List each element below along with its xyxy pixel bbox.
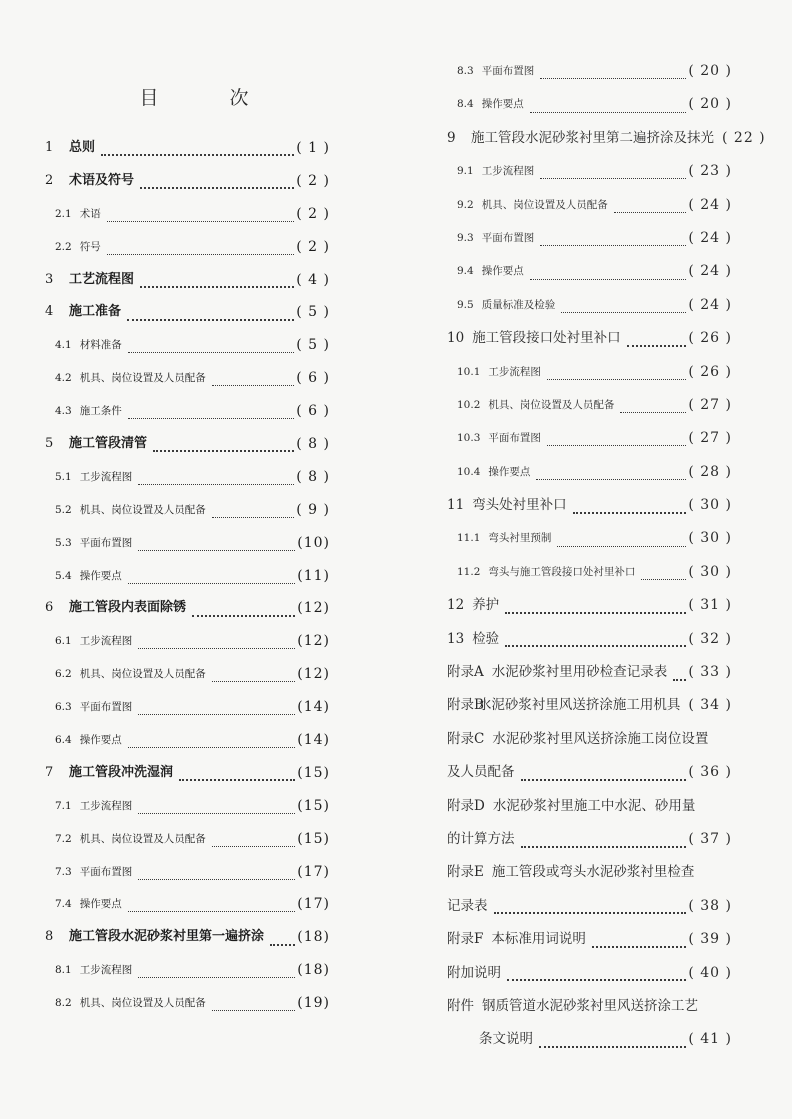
toc-entry-title: 工步流程图 — [488, 365, 541, 378]
toc-dot-leader — [547, 365, 686, 380]
toc-entry-title: 工步流程图 — [481, 165, 535, 178]
toc-entry-page: (12) — [297, 633, 330, 650]
toc-dot-leader — [592, 932, 686, 948]
toc-dot-leader — [107, 207, 295, 222]
toc-entry-page: ( 41 ) — [688, 1031, 732, 1048]
toc-dot-leader — [138, 799, 295, 814]
toc-entry-number: 5.2 — [55, 503, 72, 516]
toc-entry-title: 平面布置图 — [481, 231, 535, 244]
toc-entry[interactable] — [447, 189, 732, 222]
toc-entry-number: 2.2 — [55, 240, 72, 253]
toc-entry-page: (14) — [297, 699, 330, 716]
toc-entry-title: 机具、岗位设置及人员配备 — [79, 832, 206, 845]
toc-dot-leader — [536, 465, 686, 480]
toc-entry-title: 平面布置图 — [79, 536, 133, 549]
toc-entry-page: ( 2 ) — [296, 205, 330, 222]
toc-entry-page: (11) — [297, 567, 330, 584]
toc-entry-page: ( 37 ) — [688, 830, 732, 847]
toc-entry-page: (17) — [297, 863, 330, 880]
toc-entry-page: (18) — [297, 929, 330, 946]
toc-entry-title: 施工管段或弯头水泥砂浆衬里检查 — [491, 864, 695, 881]
toc-entry-number: 4 — [45, 304, 54, 320]
toc-entry[interactable] — [447, 723, 732, 756]
toc-entry[interactable] — [447, 589, 732, 622]
toc-entry[interactable] — [447, 756, 732, 789]
toc-entry-page: ( 30 ) — [688, 530, 732, 547]
toc-entry-title: 术语 — [79, 207, 101, 220]
toc-entry[interactable] — [447, 1023, 732, 1056]
toc-dot-leader — [138, 700, 295, 715]
toc-entry[interactable] — [447, 322, 732, 355]
toc-entry-page: ( 22 ) — [722, 129, 766, 146]
toc-dot-leader — [540, 64, 686, 79]
toc-entry-number: 9.4 — [457, 265, 474, 278]
toc-entry-page: ( 5 ) — [296, 337, 330, 354]
toc-entry-page: ( 27 ) — [688, 430, 732, 447]
toc-entry-title: 总则 — [69, 140, 96, 155]
toc-entry-title: 本标准用词说明 — [491, 931, 586, 948]
toc-entry[interactable] — [447, 957, 732, 990]
toc-entry-number: 7.3 — [55, 865, 72, 878]
toc-entry[interactable] — [45, 724, 330, 757]
toc-dot-leader — [494, 898, 687, 914]
toc-dot-leader — [212, 996, 296, 1011]
toc-entry[interactable] — [45, 560, 330, 593]
toc-entry[interactable] — [45, 494, 330, 527]
toc-entry[interactable] — [447, 122, 766, 155]
toc-dot-leader — [128, 338, 295, 353]
toc-dot-leader — [539, 1032, 686, 1048]
toc-dot-leader — [270, 930, 295, 946]
toc-entry-title: 施工管段冲洗湿润 — [69, 764, 174, 780]
toc-entry-title: 弯头与施工管段接口处衬里补口 — [488, 565, 636, 578]
toc-entry-number: 5.4 — [55, 569, 72, 582]
toc-entry[interactable] — [45, 231, 330, 264]
toc-dot-leader — [620, 398, 686, 413]
toc-entry-page: (18) — [297, 962, 330, 979]
toc-entry-title: 符号 — [79, 240, 101, 253]
toc-left-column — [45, 132, 330, 1020]
toc-entry-title: 机具、岗位设置及人员配备 — [79, 668, 206, 681]
toc-entry-number: 9 — [447, 129, 456, 146]
toc-dot-leader — [101, 140, 294, 156]
toc-entry-page: ( 23 ) — [688, 163, 732, 180]
toc-entry-number: 附录F — [447, 931, 484, 948]
toc-entry-number: 2 — [45, 172, 54, 188]
toc-entry-title: 弯头处衬里补口 — [472, 497, 567, 514]
toc-entry-title: 水泥砂浆衬里风送挤涂施工用机具 — [477, 697, 681, 714]
toc-dot-leader — [540, 231, 686, 246]
toc-entry-title: 及人员配备 — [447, 764, 515, 781]
toc-entry-title: 水泥砂浆衬里用砂检查记录表 — [491, 664, 668, 681]
toc-dot-leader — [179, 765, 295, 781]
toc-entry[interactable] — [447, 222, 732, 255]
toc-entry-title: 平面布置图 — [79, 865, 133, 878]
toc-entry-number: 8.4 — [457, 98, 474, 111]
toc-entry-number: 10.2 — [457, 398, 481, 411]
toc-entry-number: 附录D — [447, 797, 485, 814]
toc-entry-number: 9.1 — [457, 165, 474, 178]
toc-entry-number: 7.2 — [55, 832, 72, 845]
toc-entry-page: ( 6 ) — [296, 370, 330, 387]
toc-entry-page: ( 26 ) — [688, 330, 732, 347]
toc-entry[interactable] — [447, 623, 732, 656]
toc-entry-page: ( 36 ) — [688, 764, 732, 781]
toc-entry-number: 附录C — [447, 730, 485, 747]
toc-entry-title: 操作要点 — [79, 898, 122, 911]
toc-entry-number: 附录E — [447, 864, 484, 881]
toc-dot-leader — [212, 503, 295, 518]
toc-entry-title: 水泥砂浆衬里风送挤涂施工岗位设置 — [492, 730, 709, 747]
toc-dot-leader — [128, 733, 296, 748]
toc-entry-page: ( 27 ) — [688, 396, 732, 413]
toc-entry-number: 11 — [447, 497, 465, 514]
toc-entry-page: ( 8 ) — [296, 468, 330, 485]
toc-entry-number: 11.1 — [457, 532, 481, 545]
toc-entry-page: (15) — [297, 830, 330, 847]
toc-entry[interactable] — [45, 264, 330, 297]
toc-entry-title: 平面布置图 — [481, 65, 535, 77]
toc-entry-page: ( 20 ) — [688, 96, 732, 113]
toc-dot-leader — [673, 665, 686, 681]
toc-entry-number: 2.1 — [55, 207, 72, 220]
toc-dot-leader — [505, 598, 686, 614]
toc-entry-number: 8.1 — [55, 964, 72, 977]
toc-entry-page: (14) — [297, 732, 330, 749]
toc-entry-title: 记录表 — [447, 897, 488, 914]
toc-entry[interactable] — [447, 522, 732, 555]
toc-entry-title: 养护 — [472, 597, 500, 614]
toc-entry-title: 操作要点 — [79, 569, 122, 582]
toc-entry-page: ( 1 ) — [296, 140, 330, 156]
toc-dot-leader — [140, 173, 294, 189]
toc-entry[interactable] — [45, 757, 330, 790]
toc-dot-leader — [138, 634, 295, 649]
toc-entry-title: 材料准备 — [79, 339, 122, 352]
toc-entry[interactable] — [447, 389, 732, 422]
toc-entry[interactable] — [447, 155, 732, 188]
toc-entry[interactable] — [45, 132, 330, 165]
toc-entry-number: 8.3 — [457, 65, 474, 77]
toc-entry-title: 钢质管道水泥砂浆衬里风送挤涂工艺 — [482, 997, 698, 1014]
toc-entry[interactable] — [447, 556, 732, 589]
toc-entry[interactable] — [45, 888, 330, 921]
toc-entry[interactable] — [447, 890, 732, 923]
toc-entry-title: 质量标准及检验 — [481, 298, 556, 311]
toc-entry-page: ( 34 ) — [688, 697, 732, 714]
toc-entry[interactable] — [45, 198, 330, 231]
toc-entry-title: 施工管段水泥砂浆衬里第一遍挤涂 — [69, 929, 265, 945]
toc-entry[interactable] — [45, 362, 330, 395]
toc-entry-page: ( 5 ) — [296, 304, 330, 321]
toc-entry[interactable] — [45, 954, 330, 987]
toc-entry-number: 附件 — [447, 997, 474, 1014]
toc-entry-title: 机具、岗位设置及人员配备 — [79, 997, 206, 1010]
toc-dot-leader — [530, 265, 687, 280]
toc-entry[interactable] — [45, 921, 330, 954]
toc-dot-leader — [140, 272, 294, 288]
toc-dot-leader — [212, 371, 295, 386]
toc-entry-title: 操作要点 — [481, 98, 524, 111]
toc-entry-page: ( 28 ) — [688, 463, 732, 480]
toc-entry-number: 10.1 — [457, 365, 481, 378]
toc-entry[interactable] — [45, 461, 330, 494]
toc-entry-number: 5 — [45, 436, 54, 452]
toc-dot-leader — [507, 965, 686, 981]
toc-entry-title: 操作要点 — [481, 265, 524, 278]
toc-entry-number: 4.2 — [55, 372, 72, 385]
toc-entry[interactable] — [45, 296, 330, 329]
toc-entry-number: 6.4 — [55, 734, 72, 747]
toc-entry-title: 工步流程图 — [79, 635, 133, 648]
toc-entry-title: 机具、岗位设置及人员配备 — [79, 503, 206, 516]
toc-dot-leader — [107, 240, 295, 255]
toc-dot-leader — [521, 832, 687, 848]
toc-entry-number: 6.1 — [55, 635, 72, 648]
toc-entry[interactable] — [45, 165, 330, 198]
toc-entry-number: 10 — [447, 330, 465, 347]
toc-entry-number: 4.1 — [55, 339, 72, 352]
toc-entry[interactable] — [447, 790, 732, 823]
toc-dot-leader — [505, 631, 686, 647]
toc-entry[interactable] — [447, 856, 732, 889]
toc-entry[interactable] — [447, 656, 732, 689]
toc-entry-page: ( 32 ) — [688, 630, 732, 647]
toc-entry-number: 7.1 — [55, 799, 72, 812]
toc-entry-number: 13 — [447, 630, 465, 647]
toc-entry[interactable] — [45, 592, 330, 625]
toc-entry-page: ( 40 ) — [688, 964, 732, 981]
toc-entry-number: 7 — [45, 764, 54, 780]
toc-dot-leader — [561, 298, 686, 313]
toc-entry[interactable] — [45, 329, 330, 362]
toc-entry-title: 机具、岗位设置及人员配备 — [481, 198, 608, 211]
toc-entry-number: 8.2 — [55, 997, 72, 1010]
toc-entry-page: ( 24 ) — [688, 263, 732, 280]
toc-entry-title: 工步流程图 — [79, 470, 133, 483]
toc-entry[interactable] — [447, 823, 732, 856]
toc-entry-number: 9.5 — [457, 298, 474, 311]
toc-entry-title: 机具、岗位设置及人员配备 — [79, 372, 206, 385]
toc-entry-number: 11.2 — [457, 565, 481, 578]
toc-entry[interactable] — [447, 923, 732, 956]
toc-entry-title: 操作要点 — [488, 465, 531, 478]
toc-entry-number: 3 — [45, 271, 54, 287]
toc-entry-title: 工步流程图 — [79, 799, 133, 812]
toc-entry[interactable] — [447, 422, 732, 455]
toc-entry[interactable] — [45, 658, 330, 691]
toc-entry-number: 8 — [45, 929, 54, 945]
toc-dot-leader — [573, 498, 687, 514]
toc-entry-number: 10.4 — [457, 465, 481, 478]
toc-entry-page: ( 30 ) — [688, 497, 732, 514]
toc-entry-page: ( 2 ) — [296, 172, 330, 189]
toc-entry-page: ( 2 ) — [296, 238, 330, 255]
page-title: 目 次 — [139, 86, 275, 109]
toc-entry[interactable] — [45, 823, 330, 856]
toc-entry-page: ( 24 ) — [688, 296, 732, 313]
toc-entry-page: ( 31 ) — [688, 597, 732, 614]
toc-entry-title: 施工条件 — [79, 405, 122, 418]
toc-entry-title: 操作要点 — [79, 734, 122, 747]
toc-entry-page: ( 26 ) — [688, 363, 732, 380]
toc-entry-title: 附加说明 — [447, 964, 501, 981]
toc-dot-leader — [138, 470, 294, 485]
toc-entry-number: 9.2 — [457, 198, 474, 211]
toc-dot-leader — [128, 569, 296, 584]
toc-entry[interactable] — [45, 987, 330, 1020]
toc-entry-number: 5.3 — [55, 536, 72, 549]
toc-entry-page: ( 8 ) — [296, 436, 330, 453]
toc-entry-title: 弯头衬里预制 — [488, 532, 552, 545]
toc-entry-title: 的计算方法 — [447, 830, 515, 847]
toc-entry-title: 水泥砂浆衬里施工中水泥、砂用量 — [492, 797, 696, 814]
toc-entry-number: 10.3 — [457, 432, 481, 445]
toc-entry-page: (10) — [297, 534, 330, 551]
toc-entry-number: 6 — [45, 600, 54, 616]
toc-entry[interactable] — [447, 489, 732, 522]
toc-dot-leader — [521, 765, 687, 781]
toc-entry-number: 6.3 — [55, 701, 72, 714]
toc-entry-title: 平面布置图 — [79, 701, 133, 714]
toc-entry-page: ( 6 ) — [296, 403, 330, 420]
toc-entry-page: (15) — [297, 764, 330, 781]
toc-dot-leader — [138, 963, 295, 978]
toc-dot-leader — [127, 305, 294, 321]
toc-entry-page: (15) — [297, 797, 330, 814]
toc-entry-number: 6.2 — [55, 668, 72, 681]
toc-entry-title: 条文说明 — [479, 1031, 533, 1048]
toc-entry-page: ( 39 ) — [688, 931, 732, 948]
toc-dot-leader — [614, 198, 687, 213]
toc-dot-leader — [540, 164, 686, 179]
toc-entry-title: 施工管段接口处衬里补口 — [472, 330, 621, 347]
toc-entry-number: 1 — [45, 140, 54, 155]
toc-entry[interactable] — [45, 428, 330, 461]
toc-entry[interactable] — [45, 790, 330, 823]
toc-dot-leader — [530, 98, 687, 113]
toc-entry[interactable] — [45, 856, 330, 889]
toc-entry[interactable] — [447, 255, 732, 288]
toc-entry-title: 工步流程图 — [79, 964, 133, 977]
toc-entry-title: 术语及符号 — [69, 172, 135, 188]
toc-entry[interactable] — [45, 691, 330, 724]
toc-dot-leader — [212, 832, 296, 847]
toc-entry-title: 施工管段内表面除锈 — [69, 600, 187, 616]
toc-entry-number: 7.4 — [55, 898, 72, 911]
toc-right-column — [447, 55, 766, 1057]
toc-entry-number: 4.3 — [55, 405, 72, 418]
toc-entry[interactable] — [447, 456, 732, 489]
toc-entry-number: 5.1 — [55, 470, 72, 483]
toc-entry[interactable] — [447, 289, 732, 322]
toc-dot-leader — [153, 436, 294, 452]
toc-entry-page: ( 24 ) — [688, 229, 732, 246]
toc-dot-leader — [128, 404, 295, 419]
toc-entry-title: 施工管段清管 — [69, 436, 148, 452]
toc-entry-page: (12) — [297, 666, 330, 683]
toc-entry-page: ( 24 ) — [688, 196, 732, 213]
toc-entry[interactable] — [447, 689, 732, 722]
toc-entry-page: (19) — [297, 995, 330, 1012]
toc-entry-page: ( 4 ) — [296, 271, 330, 288]
toc-entry-page: ( 20 ) — [688, 63, 732, 79]
toc-entry-title: 施工准备 — [69, 304, 122, 320]
toc-entry[interactable] — [45, 625, 330, 658]
toc-entry[interactable] — [45, 527, 330, 560]
toc-entry-title: 工艺流程图 — [69, 271, 135, 287]
toc-entry[interactable] — [45, 395, 330, 428]
toc-entry-title: 机具、岗位设置及人员配备 — [488, 398, 615, 411]
toc-dot-leader — [138, 536, 295, 551]
toc-entry-page: ( 30 ) — [688, 563, 732, 580]
toc-entry[interactable] — [447, 356, 732, 389]
toc-dot-leader — [557, 532, 686, 547]
toc-entry[interactable] — [447, 55, 732, 88]
toc-entry[interactable] — [447, 990, 732, 1023]
toc-entry-number: 9.3 — [457, 231, 474, 244]
toc-entry-page: (12) — [297, 600, 330, 617]
toc-entry-title: 平面布置图 — [488, 432, 541, 445]
toc-dot-leader — [641, 565, 686, 580]
toc-entry[interactable] — [447, 88, 732, 121]
toc-entry-page: ( 9 ) — [296, 501, 330, 518]
toc-entry-title: 施工管段水泥砂浆衬里第二遍挤涂及抹光 — [471, 129, 714, 146]
toc-entry-number: 12 — [447, 597, 465, 614]
toc-entry-number: 附录A — [447, 664, 484, 681]
toc-dot-leader — [128, 897, 296, 912]
toc-dot-leader — [627, 331, 687, 347]
toc-entry-page: (17) — [297, 896, 330, 913]
toc-entry-number: 附录B — [447, 697, 484, 714]
toc-entry-page: ( 33 ) — [688, 664, 732, 681]
toc-dot-leader — [212, 667, 296, 682]
toc-dot-leader — [192, 601, 295, 617]
toc-entry-title: 检验 — [472, 630, 500, 647]
toc-dot-leader — [547, 431, 686, 446]
toc-dot-leader — [138, 865, 295, 880]
toc-entry-page: ( 38 ) — [688, 897, 732, 914]
